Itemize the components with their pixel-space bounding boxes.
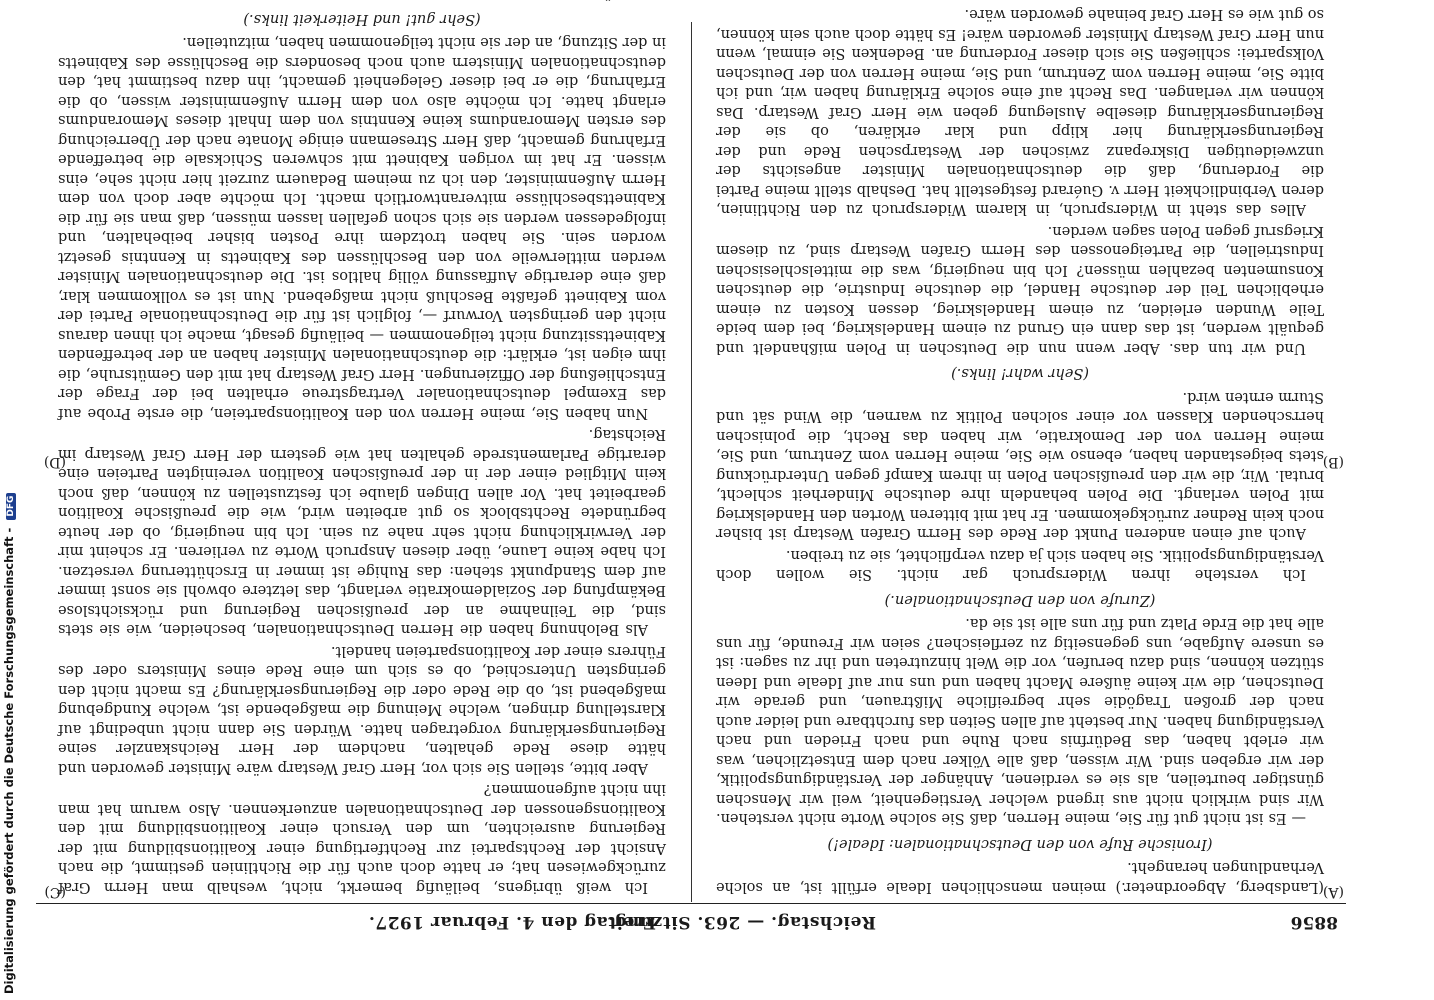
session-date: Freitag den 4. Februar 1927.	[368, 912, 656, 932]
paragraph: Als Belohnung haben die Herren Deutschnationalen, bescheiden, wie sie stets sind, die Teilnahme an der preußischen Regierung und rücksichtslose Bekämpfung der Sozialdemokratie verlangt, das letztere obwohl sie sonst immer auf dem Standpunkt stehen: das Ruhige ist immer in Erschütterung versetzen. Ich habe keine Laune, über diesen Anspruch Worte zu verlieren. Er scheint mir der Verwirklichung nicht sehr nahe zu sein. Ich bin neugierig, ob der heute begründete Rechtsblock so gut arbeiten wird, wie die preußische Koalition gearbeitet hat. Vor allen Dingen glaube ich festzustellen zu können, daß noch kein Mitglied einer der in der preußischen Koalition vereinigten Parteien eine derartige Parlamentsrede gehalten hat wie gestern der Herr Graf Westarp im Reichstag.	[58, 426, 666, 638]
margin-letter-c: (C)	[44, 884, 66, 900]
right-column	[58, 11, 666, 896]
page-header	[36, 906, 1346, 932]
page-title: Reichstag. — 263. Sitzung.	[607, 912, 876, 932]
dfg-logo: DFG	[6, 493, 16, 520]
paragraph: Auch auf einen anderen Punkt der Rede des Herrn Grafen Westarp ist bisher noch kein Redner zurückgekommen. Er hat mit bitteren Worten den Handelskrieg mit Polen verlangt. Die Polen behandeln ihre deutsche Minderheit schlecht, brutal. Wir, die wir den preußischen Polen in ihrem Kampf gegen Unterdrückung stets beigestanden haben, ebenso wie Sie, meine Herren vom Zentrum, und Sie, meine Herren von der Demokratie, wir haben das Recht, die polnischen herrschenden Klassen vor einer solchen Politik zu warnen, die Wind sät und Sturm ernten wird.	[716, 389, 1324, 542]
column-divider	[691, 22, 692, 902]
paragraph: — Es ist nicht gut für Sie, meine Herren, daß Sie solche Worte nicht verstehen. Wir sind wirklich nicht aus irgend welcher Verstiegenheit, weil wir Menschen günstiger beurteilen, als sie es verdienen, Anhänger der Verständigungspolitik, der wir ergeben sind. Wir wissen, daß alle Völker nach dem Entsetzlichen, was wir erlebt haben, das Bedürfnis nach Ruhe und nach Frieden und nach Verständigung haben. Nur besteht auf allen Seiten das furchtbare und leider auch nach der großen Tragödie sehr begreifliche Mißtrauen, und gerade wir Deutschen, die wir keine äußere Macht haben und uns nur auf Ideale und Ideen stützen können, sind dazu berufen, vor die Welt hinzutreten und ihr zu sagen: ist es unsere Aufgabe, uns gegenseitig zu zerfleischen? seien wir Freunde, für uns alle hat die Erde Platz und für uns alle ist sie da.	[716, 615, 1324, 827]
funding-note: Digitalisierung gefördert durch die Deutsche Forschungsgemeinschaft -	[2, 527, 16, 994]
left-column	[716, 6, 1324, 896]
paragraph: Ich weiß übrigens, beiläufig bemerkt, nicht, weshalb man Herrn Graf zurückgewiesen hat; er hatte doch auch für die Richtlinien gestimmt, die nach Ansicht der Rechtspartei zur Rechtfertigung einer Koalitionsbildung mit der Regierung ausreichten, um den Versuch einer Koalitionsbildung mit den Koalitionsgenossen der Deutschnationalen anzuerkennen. Also warum hat man ihn nicht aufgenommen?	[58, 781, 666, 895]
page-number: 8856	[1290, 912, 1338, 932]
paragraph: Aber bitte, stellen Sie sich vor, Herr Graf Westarp wäre Minister geworden und hätte diese Rede gehalten, nachdem der Herr Reichskanzler seine Regierungserklärung vorgetragen hatte. Würden Sie dann nicht unbedingt auf Klarstellung dringen, welche Meinung die maßgebende ist, welche Kundgebung maßgebend ist, ob die Rede oder die Regierungserklärung? Es macht nicht den geringsten Unterschied, ob es sich um eine Rede eines Ministers oder des Führers einer der Koalitionsparteien handelt.	[58, 643, 666, 776]
header-rule	[36, 903, 1346, 904]
paragraph: Und wir tun das. Aber wenn nun die Deutschen in Polen mißhandelt und gequält werden, ist das dann ein Grund zu einem Handelskrieg, bei dem beide Teile Wunden erleiden, zu einem Handelskrieg, dessen Kosten zu einem erheblichen Teil der deutsche Handel, die deutsche Industrie, die deutschen Konsumenten bezahlen müssen? Ich bin neugierig, was die mittelschlesischen Industriellen, die Parteigenossen des Herrn Grafen Westarp sind, zu diesem Kriegsruf gegen Polen sagen werden.	[716, 223, 1324, 356]
paragraph: Alles das steht in Widerspruch, in klarem Widerspruch zu den Richtlinien, deren Verbindlichkeit Herr v. Guérard festgestellt hat. Deshalb stellt meine Partei die Forderung, daß die deutschnationalen Minister angesichts der unzweideutigen Diskrepanz zwischen der Westarpschen Rede und der Regierungserklärung hier klipp und klar erklären, ob sie der Regierungserklärung dieselbe Auslegung geben wie Herr Graf Westarp. Das können wir verlangen. Das Recht auf eine solche Erklärung haben wir, und ich bitte Sie, meine Herren vom Zentrum, und Sie, meine Herren von der Deutschen Volkspartei: schließen Sie sich dieser Forderung an. Bedenken Sie einmal, wenn nun Herr Graf Westarp Minister geworden wäre! Es hätte doch auch sein können, so gut wie es Herr Graf beinahe geworden wäre.	[716, 6, 1324, 218]
paragraph: Nun haben Sie, meine Herren von den Koalitionsparteien, die erste Probe auf das Exempel deutschnationaler Vertragstreue erhalten bei der Frage der Entschließung der Offizierungen. Herr Graf Westarp hat mit den Gemütsruhe, die ihm eigen ist, erklärt: die deutschnationalen Minister haben an der betreffenden Kabinettssitzung nicht teilgenommen — beiläufig gesagt, mache ich ihnen daraus nicht den geringsten Vorwurf —, folglich ist für die Deutschnationale Partei der vom Kabinett gefaßte Beschluß nicht maßgebend. Nun ist es vollkommen klar, daß eine derartige Auffassung völlig haltlos ist. Die deutschnationalen Minister werden mittlerweile von den Beschlüssen des Kabinetts in Kenntnis gesetzt worden sein. Sie haben trotzdem ihre Posten bisher beibehalten, und infolgedessen werden sie sich schon gefallen lassen müssen, daß man sie für die Kabinettsbeschlüsse mitverantwortlich macht. Ich möchte aber doch von dem Herrn Außenminister, den ich zu meinem Bedauern zurzeit hier nicht sehe, eins wissen. Er hat im vorigen Kabinett mit schweren Schicksale die betreffende Erfahrung gemacht, daß Herr Stresemann einige Monate nach der Überreichung des ersten Memorandums keine Kenntnis von dem Inhalt dieses Memorandums erlangt hatte. Ich möchte also von dem Herrn Außenminister wissen, ob die Erfahrung, die er bei dieser Gelegenheit gemacht, ihn dazu bestimmt hat, den deutschnationalen Ministern auch noch besonders die Beschlüsse des Kabinetts in der Sitzung, an der sie nicht teilgenommen haben, mitzuteilen.	[58, 34, 666, 421]
interjection: (Sehr wahr! links.)	[951, 365, 1089, 382]
newspaper-page	[36, 6, 1346, 940]
interjection: (Zurufe von den Deutschnationalen.)	[884, 592, 1156, 608]
digitization-credit	[0, 0, 20, 1000]
margin-letter-a: (A)	[1322, 884, 1344, 900]
margin-letter-b: (B)	[1322, 454, 1344, 470]
paragraph	[58, 0, 666, 3]
interjection: (Sehr gut! und Heiterkeit links.)	[243, 11, 481, 27]
paragraph: Ich verstehe ihren Widerspruch gar nicht. Sie wollen doch Verständigungspolitik. Sie haben sich ja dazu verpflichtet, sie zu treiben.	[716, 547, 1324, 583]
margin-letter-d: (D)	[43, 454, 66, 470]
paragraph: (Landsberg, Abgeordneter.) meinen menschlichen Ideale erfüllt ist, an solche Verhandlungen herangeht.	[716, 859, 1324, 895]
interjection: (Ironische Rufe von den Deutschnationalen: Ideale!)	[827, 836, 1213, 852]
